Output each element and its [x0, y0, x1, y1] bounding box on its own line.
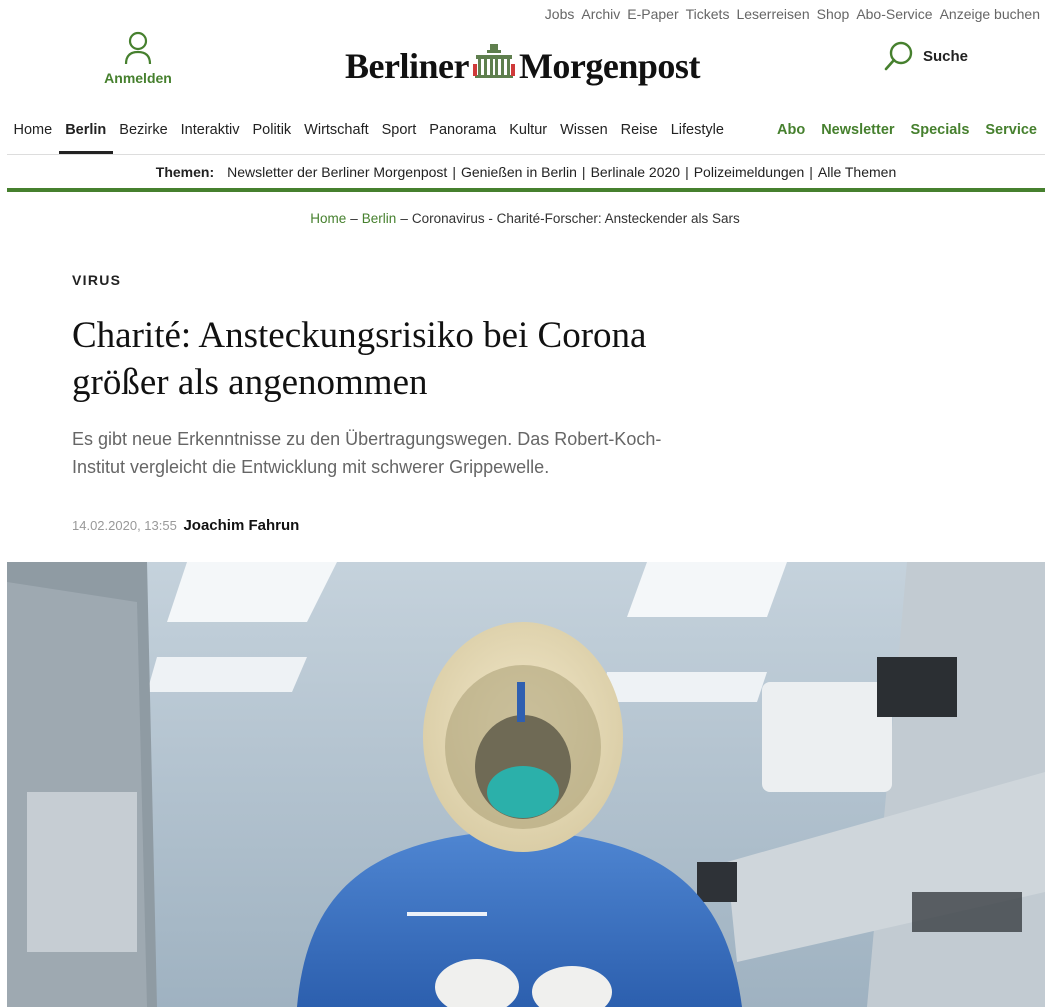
article-headline: Charité: Ansteckungsrisiko bei Corona größer als angenommen: [72, 315, 647, 403]
article-teaser: Es gibt neue Erkenntnisse zu den Übertragungswegen. Das Robert-Koch-Institut vergleicht die Entwicklung mit schwerer Grippewelle.: [72, 429, 662, 477]
nav-item-home[interactable]: Home: [13, 122, 53, 138]
utility-link-leserreisen[interactable]: Leserreisen: [736, 6, 810, 22]
themen-separator: |: [685, 163, 689, 180]
logo-word-berliner: Berliner: [345, 45, 469, 86]
hero-image[interactable]: [7, 562, 1045, 1007]
themen-link-newsletter[interactable]: Newsletter der Berliner Morgenpost: [227, 163, 448, 180]
article-kicker: VIRUS: [72, 272, 122, 288]
hero-photo-illustration: [7, 562, 1045, 1007]
nav-item-wissen[interactable]: Wissen: [560, 122, 608, 138]
themen-separator: |: [809, 163, 813, 180]
utility-link-jobs[interactable]: Jobs: [544, 6, 575, 22]
breadcrumb-separator: –: [400, 211, 408, 226]
site-logo[interactable]: [345, 42, 700, 89]
utility-link-anzeige-buchen[interactable]: Anzeige buchen: [939, 6, 1040, 22]
article-author[interactable]: Joachim Fahrun: [183, 517, 300, 534]
themen-bar: [7, 155, 1045, 192]
themen-separator: |: [581, 163, 586, 180]
utility-nav: [545, 6, 1040, 22]
themen-link-alle-themen[interactable]: Alle Themen: [817, 163, 897, 180]
themen-link-polizeimeldungen[interactable]: Polizeimeldungen: [693, 163, 805, 180]
nav-item-interaktiv[interactable]: Interaktiv: [180, 122, 240, 138]
themen-separator: |: [452, 163, 456, 180]
nav-item-sport[interactable]: Sport: [381, 122, 417, 138]
breadcrumb-current: Coronavirus - Charité-Forscher: Ansteckender als Sars: [411, 211, 740, 226]
breadcrumb: [0, 211, 1050, 226]
nav-item-kultur[interactable]: Kultur: [509, 122, 548, 138]
themen-link-berlinale[interactable]: Berlinale 2020: [590, 163, 681, 180]
nav-item-panorama[interactable]: Panorama: [429, 122, 497, 138]
nav-item-lifestyle[interactable]: Lifestyle: [670, 122, 724, 138]
nav-item-berlin[interactable]: Berlin: [59, 110, 113, 154]
nav-item-abo[interactable]: Abo: [777, 122, 806, 138]
main-nav: [7, 110, 1045, 155]
logo-word-morgenpost: Morgenpost: [518, 45, 700, 86]
nav-item-bezirke[interactable]: Bezirke: [119, 122, 168, 138]
nav-item-newsletter[interactable]: Newsletter: [821, 122, 895, 138]
search-label: Suche: [923, 47, 969, 65]
search-icon: [883, 40, 915, 72]
article-date: 14.02.2020, 13:55: [72, 518, 177, 533]
themen-label: Themen:: [155, 163, 215, 180]
login-button[interactable]: [101, 31, 175, 86]
utility-link-archiv[interactable]: Archiv: [581, 6, 621, 22]
user-icon: [124, 31, 152, 65]
article-meta: [72, 517, 299, 534]
utility-link-epaper[interactable]: E-Paper: [627, 6, 679, 22]
utility-link-abo-service[interactable]: Abo-Service: [856, 6, 933, 22]
nav-item-reise[interactable]: Reise: [620, 122, 658, 138]
nav-item-politik[interactable]: Politik: [252, 122, 292, 138]
main-nav-services: [769, 110, 1045, 138]
breadcrumb-home[interactable]: Home: [310, 211, 347, 226]
nav-item-wirtschaft[interactable]: Wirtschaft: [304, 122, 369, 138]
nav-item-specials[interactable]: Specials: [910, 122, 970, 138]
themen-link-geniessen[interactable]: Genießen in Berlin: [460, 163, 577, 180]
breadcrumb-separator: –: [350, 211, 358, 226]
search-button[interactable]: [883, 40, 968, 72]
main-nav-sections: [7, 110, 730, 154]
login-label: Anmelden: [104, 70, 172, 86]
nav-item-service[interactable]: Service: [985, 122, 1037, 138]
utility-link-shop[interactable]: Shop: [816, 6, 850, 22]
brandenburg-gate-icon: [473, 42, 515, 89]
breadcrumb-berlin[interactable]: Berlin: [361, 211, 397, 226]
utility-link-tickets[interactable]: Tickets: [685, 6, 730, 22]
